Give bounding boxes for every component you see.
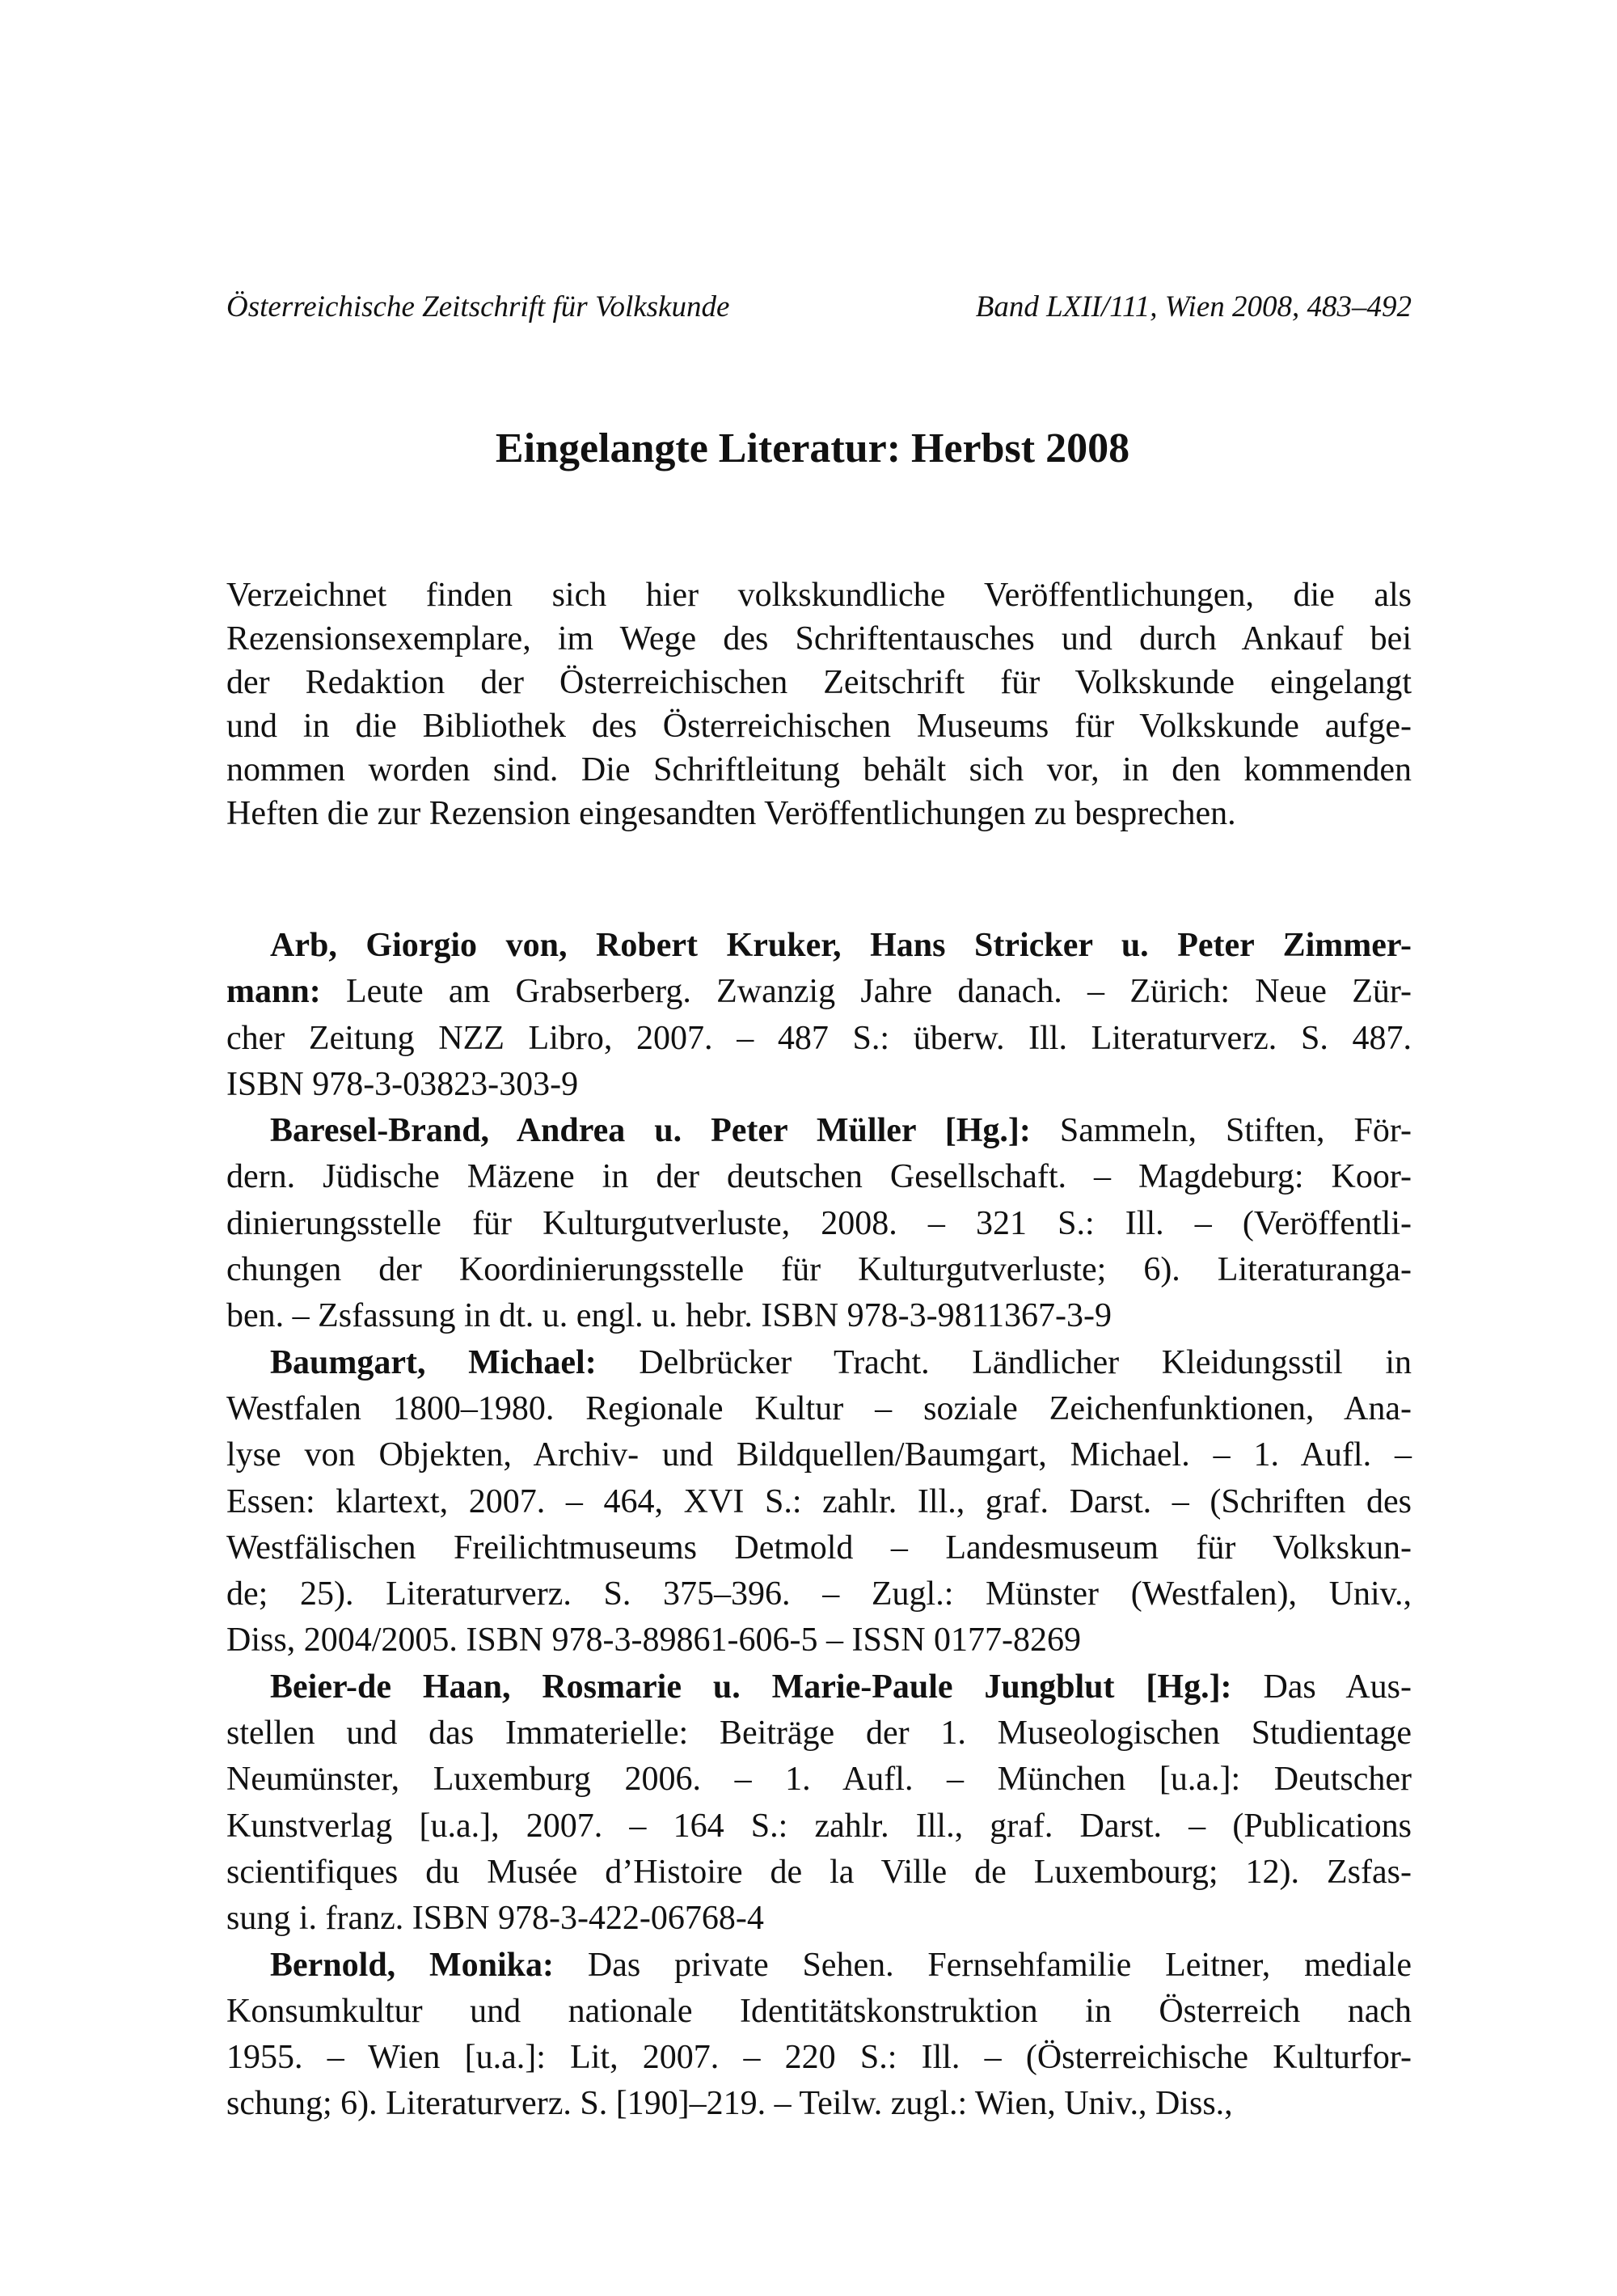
entry-line bbox=[226, 1154, 1412, 1200]
entry-text: chungen der Koordinierungsstelle für Kulturgutverluste; 6). Literaturanga- bbox=[226, 1251, 1412, 1289]
entry-author: Beier-de Haan, Rosmarie u. Marie-Paule Jungblut [Hg.]: bbox=[270, 1668, 1232, 1706]
entry-line bbox=[226, 1247, 1412, 1293]
entry-author: Baumgart, Michael: bbox=[270, 1343, 597, 1381]
entry-line bbox=[226, 1943, 1412, 1989]
entry-text: Diss, 2004/2005. ISBN 978-3-89861-606-5 – ISSN 0177-8269 bbox=[226, 1622, 1082, 1660]
entry-line bbox=[226, 1617, 1412, 1664]
intro-paragraph bbox=[226, 573, 1412, 835]
entry-line bbox=[226, 1432, 1412, 1478]
intro-line: Heften die zur Rezension eingesandten Veröffentlichungen zu besprechen. bbox=[226, 795, 1236, 832]
entry-line bbox=[226, 1803, 1412, 1850]
entry-text: dinierungsstelle für Kulturgutverluste, 2008. – 321 S.: Ill. – (Veröffentli- bbox=[226, 1204, 1412, 1242]
entry-line bbox=[226, 1479, 1412, 1525]
entry-text: schung; 6). Literaturverz. S. [190]–219. – Teilw. zugl.: Wien, Univ., Diss., bbox=[226, 2085, 1233, 2123]
intro-line: der Redaktion der Österreichischen Zeitschrift für Volkskunde eingelangt bbox=[226, 664, 1412, 701]
entry-text: Westfälischen Freilichtmuseums Detmold – Landesmuseum für Volkskun- bbox=[226, 1529, 1412, 1567]
entry-line bbox=[226, 1016, 1412, 1062]
entry-line bbox=[226, 1386, 1412, 1432]
entry-author: mann: bbox=[226, 973, 321, 1011]
entry-text: Das private Sehen. Fernsehfamilie Leitner, mediale bbox=[554, 1946, 1412, 1984]
entry-author: Bernold, Monika: bbox=[270, 1946, 555, 1984]
entry-line bbox=[226, 1062, 1412, 1108]
entry-line bbox=[226, 1571, 1412, 1617]
entry-line bbox=[226, 1108, 1412, 1154]
entry-line bbox=[226, 1757, 1412, 1803]
bibliography-entry bbox=[226, 1108, 1412, 1339]
intro-line: Verzeichnet finden sich hier volkskundliche Veröffentlichungen, die als bbox=[226, 577, 1412, 614]
entry-line bbox=[226, 1989, 1412, 2035]
entry-text: Leute am Grabserberg. Zwanzig Jahre danach. – Zürich: Neue Zür- bbox=[320, 973, 1412, 1011]
entry-text: cher Zeitung NZZ Libro, 2007. – 487 S.: überw. Ill. Literaturverz. S. 487. bbox=[226, 1019, 1412, 1057]
bibliography-list bbox=[226, 923, 1412, 2128]
entry-text: Westfalen 1800–1980. Regionale Kultur – soziale Zeichenfunktionen, Ana- bbox=[226, 1389, 1412, 1427]
intro-line: Rezensionsexemplare, im Wege des Schriftentausches und durch Ankauf bei bbox=[226, 620, 1412, 658]
entry-line bbox=[226, 923, 1412, 969]
entry-text: Neumünster, Luxemburg 2006. – 1. Aufl. – München [u.a.]: Deutscher bbox=[226, 1761, 1412, 1799]
entry-text: Delbrücker Tracht. Ländlicher Kleidungsstil in bbox=[596, 1343, 1412, 1381]
entry-line bbox=[226, 1896, 1412, 1942]
entry-text: stellen und das Immaterielle: Beiträge der 1. Museologischen Studientage bbox=[226, 1715, 1412, 1753]
bibliography-entry bbox=[226, 1340, 1412, 1664]
entry-text: Das Aus- bbox=[1231, 1668, 1412, 1706]
entry-line bbox=[226, 1664, 1412, 1710]
bibliography-entry bbox=[226, 1943, 1412, 2128]
entry-text: dern. Jüdische Mäzene in der deutschen Gesellschaft. – Magdeburg: Koor- bbox=[226, 1158, 1412, 1196]
intro-line: und in die Bibliothek des Österreichischen Museums für Volkskunde aufge- bbox=[226, 708, 1412, 745]
entry-text: Kunstverlag [u.a.], 2007. – 164 S.: zahlr. Ill., graf. Darst. – (Publications bbox=[226, 1807, 1412, 1845]
intro-line: nommen worden sind. Die Schriftleitung behält sich vor, in den kommenden bbox=[226, 751, 1412, 789]
page-title: Eingelangte Literatur: Herbst 2008 bbox=[495, 425, 1130, 471]
entry-line bbox=[226, 1201, 1412, 1247]
entry-line bbox=[226, 1850, 1412, 1896]
entry-line bbox=[226, 2081, 1412, 2127]
entry-line bbox=[226, 969, 1412, 1015]
running-header bbox=[226, 287, 1412, 328]
entry-line bbox=[226, 1525, 1412, 1571]
entry-text: Konsumkultur und nationale Identitätskonstruktion in Österreich nach bbox=[226, 1992, 1412, 2030]
entry-line bbox=[226, 1293, 1412, 1339]
entry-text: sung i. franz. ISBN 978-3-422-06768-4 bbox=[226, 1900, 764, 1938]
entry-text: 1955. – Wien [u.a.]: Lit, 2007. – 220 S.: Ill. – (Österreichische Kulturfor- bbox=[226, 2039, 1412, 2077]
bibliography-entry bbox=[226, 1664, 1412, 1943]
entry-author: Arb, Giorgio von, Robert Kruker, Hans Stricker u. Peter Zimmer- bbox=[270, 927, 1412, 964]
entry-author: Baresel-Brand, Andrea u. Peter Müller [Hg.]: bbox=[270, 1112, 1031, 1150]
entry-text: lyse von Objekten, Archiv- und Bildquellen/Baumgart, Michael. – 1. Aufl. – bbox=[226, 1436, 1412, 1474]
entry-text: ben. – Zsfassung in dt. u. engl. u. hebr. ISBN 978-3-9811367-3-9 bbox=[226, 1297, 1112, 1335]
entry-line bbox=[226, 1340, 1412, 1386]
entry-text: scientifiques du Musée d’Histoire de la Ville de Luxembourg; 12). Zsfas- bbox=[226, 1853, 1412, 1891]
entry-text: de; 25). Literaturverz. S. 375–396. – Zugl.: Münster (Westfalen), Univ., bbox=[226, 1575, 1412, 1613]
entry-line bbox=[226, 1710, 1412, 1757]
entry-text: Sammeln, Stiften, För- bbox=[1030, 1112, 1412, 1150]
journal-name: Österreichische Zeitschrift für Volkskunde bbox=[226, 290, 730, 323]
volume-info: Band LXII/111, Wien 2008, 483–492 bbox=[975, 290, 1412, 323]
entry-line bbox=[226, 2035, 1412, 2081]
bibliography-entry bbox=[226, 923, 1412, 1108]
entry-text: Essen: klartext, 2007. – 464, XVI S.: zahlr. Ill., graf. Darst. – (Schriften des bbox=[226, 1482, 1412, 1520]
entry-text: ISBN 978-3-03823-303-9 bbox=[226, 1065, 579, 1103]
